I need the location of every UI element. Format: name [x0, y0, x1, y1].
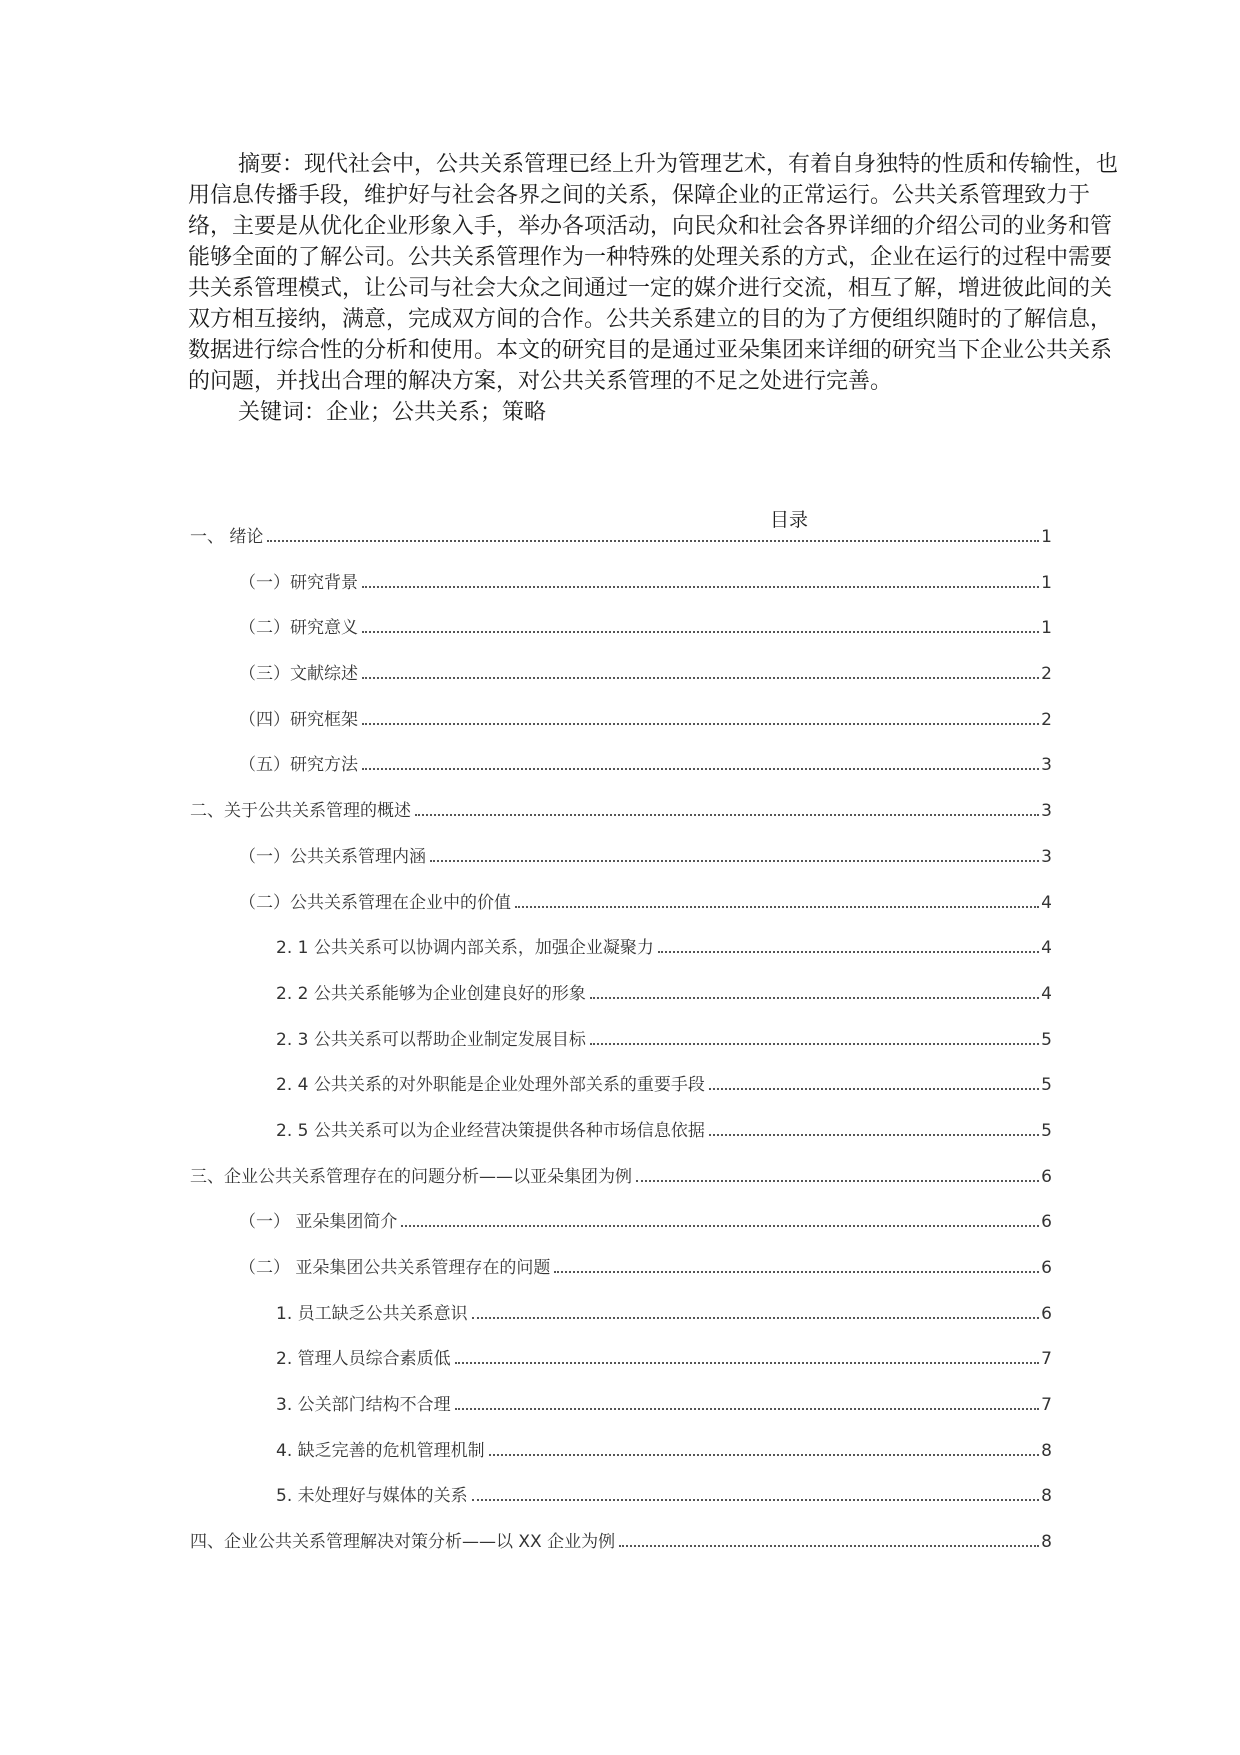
toc-entry-label: 2. 3 公共关系可以帮助企业制定发展目标	[276, 1029, 586, 1050]
toc-entry-page-number: 4	[1041, 938, 1052, 959]
toc-entry-page-number: 8	[1041, 1532, 1052, 1553]
dot-leader	[430, 860, 1039, 862]
dot-leader	[362, 631, 1039, 633]
toc-entry-label: 3. 公关部门结构不合理	[276, 1395, 451, 1416]
abstract-line: 络，主要是从优化企业形象入手，举办各项活动，向民众和社会各界详细的介绍公司的业务和管	[188, 214, 1113, 239]
dot-leader	[362, 586, 1039, 588]
abstract-line: 摘要：现代社会中，公共关系管理已经上升为管理艺术，有着自身独特的性质和传输性，也	[238, 152, 1119, 177]
toc-entry-page-number: 3	[1041, 846, 1052, 867]
toc-entry[interactable]	[190, 777, 1052, 823]
toc-entry-page-number: 7	[1041, 1349, 1052, 1370]
toc-entry-page-number: 4	[1041, 983, 1052, 1004]
toc-entry[interactable]	[190, 549, 1052, 595]
dot-leader	[455, 1408, 1040, 1410]
toc-entry[interactable]	[190, 1052, 1052, 1098]
dot-leader	[619, 1545, 1039, 1547]
toc-entry-label: （三）文献综述	[239, 664, 358, 685]
toc-entry-page-number: 8	[1041, 1440, 1052, 1461]
dot-leader	[267, 540, 1039, 542]
toc-entry-page-number: 5	[1041, 1075, 1052, 1096]
toc-entry-label: 四、企业公共关系管理解决对策分析——以 XX 企业为例	[190, 1532, 616, 1553]
dot-leader	[472, 1317, 1040, 1319]
toc-entry-label: （二） 亚朵集团公共关系管理存在的问题	[239, 1258, 551, 1278]
toc-entry[interactable]	[190, 1326, 1052, 1372]
toc-entry-label: 2. 管理人员综合素质低	[276, 1349, 451, 1370]
toc-entry-label: 4. 缺乏完善的危机管理机制	[276, 1440, 485, 1461]
toc-entry-page-number: 6	[1041, 1303, 1052, 1324]
dot-leader	[362, 723, 1039, 725]
toc-entry-page-number: 1	[1041, 572, 1052, 593]
toc-entry-page-number: 7	[1041, 1395, 1052, 1416]
toc-entry-label: （二）研究意义	[239, 618, 358, 639]
toc-entry-page-number: 5	[1041, 1120, 1052, 1141]
keywords: 关键词：企业；公共关系；策略	[238, 400, 547, 425]
abstract-line: 能够全面的了解公司。公共关系管理作为一种特殊的处理关系的方式，企业在运行的过程中需要	[188, 245, 1113, 270]
abstract-section	[188, 149, 1240, 428]
toc-entry[interactable]	[190, 1097, 1052, 1143]
abstract-line: 共关系管理模式，让公司与社会大众之间通过一定的媒介进行交流，相互了解，增进彼此间的关	[188, 276, 1113, 301]
dot-leader	[709, 1088, 1039, 1090]
toc-entry[interactable]	[190, 1189, 1052, 1235]
abstract-line: 的问题，并找出合理的解决方案，对公共关系管理的不足之处进行完善。	[188, 369, 893, 394]
toc-entry-label: （一） 亚朵集团简介	[239, 1212, 398, 1233]
dot-leader	[489, 1454, 1040, 1456]
dot-leader	[590, 997, 1039, 999]
abstract-line: 数据进行综合性的分析和使用。本文的研究目的是通过亚朵集团来详细的研究当下企业公共关系	[188, 338, 1113, 363]
toc-entry-page-number: 6	[1041, 1166, 1052, 1187]
toc-entry-label: 1. 员工缺乏公共关系意识	[276, 1303, 468, 1324]
table-of-contents	[190, 527, 1052, 1554]
toc-title: 目录	[770, 509, 809, 531]
toc-entry-page-number: 8	[1041, 1486, 1052, 1507]
toc-entry-label: （四）研究框架	[239, 709, 358, 730]
toc-entry[interactable]	[190, 1280, 1052, 1326]
toc-entry[interactable]	[190, 640, 1052, 686]
dot-leader	[455, 1362, 1040, 1364]
dot-leader	[415, 814, 1039, 816]
dot-leader	[401, 1225, 1039, 1227]
dot-leader	[709, 1134, 1039, 1136]
toc-entry-page-number: 1	[1041, 527, 1052, 547]
toc-entry[interactable]	[190, 686, 1052, 732]
dot-leader	[362, 677, 1039, 679]
toc-entry-label: 2. 4 公共关系的对外职能是企业处理外部关系的重要手段	[276, 1075, 705, 1096]
dot-leader	[362, 768, 1039, 770]
toc-entry-label: （一）研究背景	[239, 572, 358, 593]
toc-entry[interactable]	[190, 732, 1052, 778]
toc-entry[interactable]	[190, 1463, 1052, 1509]
toc-entry[interactable]	[190, 1006, 1052, 1052]
dot-leader	[658, 951, 1039, 953]
toc-entry-label: （二）公共关系管理在企业中的价值	[239, 892, 511, 913]
dot-leader	[554, 1271, 1039, 1273]
toc-entry-label: 5. 未处理好与媒体的关系	[276, 1486, 468, 1507]
dot-leader	[515, 906, 1039, 908]
toc-entry-page-number: 2	[1041, 664, 1052, 685]
toc-entry-label: 2. 5 公共关系可以为企业经营决策提供各种市场信息依据	[276, 1120, 705, 1141]
toc-entry[interactable]	[190, 527, 1052, 549]
toc-entry-page-number: 5	[1041, 1029, 1052, 1050]
toc-entry[interactable]	[190, 595, 1052, 641]
toc-entry-page-number: 2	[1041, 709, 1052, 730]
toc-entry-page-number: 6	[1041, 1212, 1052, 1233]
toc-entry-label: （五）研究方法	[239, 755, 358, 776]
toc-entry-page-number: 6	[1041, 1258, 1052, 1278]
toc-entry-label: 三、企业公共关系管理存在的问题分析——以亚朵集团为例	[190, 1166, 632, 1187]
toc-entry-page-number: 3	[1041, 801, 1052, 822]
toc-entry-label: 二、关于公共关系管理的概述	[190, 801, 411, 822]
toc-entry-page-number: 4	[1041, 892, 1052, 913]
toc-entry[interactable]	[190, 1234, 1052, 1280]
toc-entry-page-number: 3	[1041, 755, 1052, 776]
toc-entry[interactable]	[190, 915, 1052, 961]
dot-leader	[636, 1180, 1039, 1182]
abstract-line: 用信息传播手段，维护好与社会各界之间的关系，保障企业的正常运行。公共关系管理致力于	[188, 183, 1091, 208]
dot-leader	[472, 1499, 1040, 1501]
toc-entry-label: 2. 2 公共关系能够为企业创建良好的形象	[276, 983, 586, 1004]
toc-entry-page-number: 1	[1041, 618, 1052, 639]
toc-entry[interactable]	[190, 1143, 1052, 1189]
toc-entry[interactable]	[190, 869, 1052, 915]
toc-entry[interactable]	[190, 823, 1052, 869]
toc-entry[interactable]	[190, 1417, 1052, 1463]
toc-entry-label: 2. 1 公共关系可以协调内部关系，加强企业凝聚力	[276, 938, 654, 959]
toc-entry-label: 一、 绪论	[190, 527, 264, 547]
toc-entry[interactable]	[190, 1508, 1052, 1554]
toc-entry[interactable]	[190, 960, 1052, 1006]
abstract-line: 双方相互接纳，满意，完成双方间的合作。公共关系建立的目的为了方便组织随时的了解信息，	[188, 307, 1113, 332]
toc-entry-label: （一）公共关系管理内涵	[239, 846, 426, 867]
dot-leader	[590, 1043, 1039, 1045]
toc-entry[interactable]	[190, 1371, 1052, 1417]
